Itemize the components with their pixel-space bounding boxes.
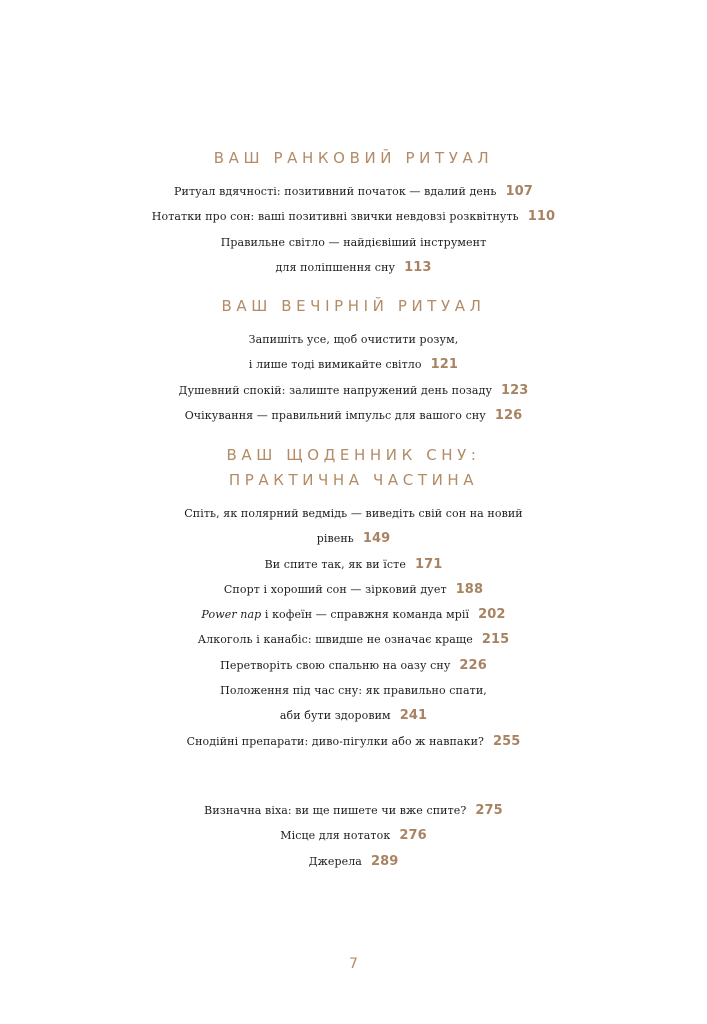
toc-entry[interactable] [0, 501, 707, 552]
toc-entry-title: Правильне світло — найдієвіший інструмент [220, 235, 487, 249]
toc-entry-line [0, 678, 707, 703]
toc-page-number: 255 [493, 733, 521, 749]
toc-page-number: 226 [459, 657, 487, 673]
toc-section [0, 443, 707, 754]
toc-entry-title: для поліпшення сну [275, 260, 396, 274]
section-heading: ВАШ РАНКОВИЙ РИТУАЛ [213, 149, 494, 167]
toc-page-number: 107 [505, 184, 533, 199]
toc-entry-line [0, 552, 707, 577]
toc-page-number: 241 [399, 708, 428, 724]
toc-entry-title: Очікування — правильний імпульс для вашого сну [184, 408, 486, 422]
section-heading: ПРАКТИЧНА ЧАСТИНА [228, 471, 479, 489]
toc-entry-line [0, 798, 707, 823]
toc-page-number: 276 [399, 828, 427, 844]
toc-entry-line [0, 729, 707, 754]
toc-entry[interactable] [0, 627, 707, 652]
toc-entry[interactable] [0, 577, 707, 602]
toc-entry[interactable] [0, 602, 707, 627]
toc-entry-title: Душевний спокій: залиште напружений день позаду [178, 383, 493, 397]
toc-entry-line [0, 204, 707, 229]
toc-entry[interactable] [0, 729, 707, 754]
toc-page-number: 110 [527, 209, 556, 225]
toc-entry-title: Алкоголь і канабіс: швидше не означає краще [197, 633, 473, 647]
toc-entry-title: Положення під час сну: як правильно спати, [220, 684, 487, 698]
toc-page-number: 188 [455, 581, 484, 597]
toc-entry-line [0, 653, 707, 678]
toc-entry-title: і лише тоді вимикайте світло [248, 358, 422, 372]
toc-page-number: 121 [430, 357, 459, 373]
toc-entry[interactable] [0, 230, 707, 281]
toc-section [0, 294, 707, 428]
toc-entry-title: Перетворіть свою спальню на оазу сну [220, 658, 451, 672]
toc-page-number: 126 [494, 407, 523, 423]
toc-page-number: 289 [370, 853, 399, 869]
toc-entry-title: і кофеїн — справжня команда мрії [261, 608, 470, 622]
toc-page-number: 149 [362, 531, 391, 547]
toc-entry-title: Ви спите так, як ви їсте [264, 557, 406, 571]
toc-page-number: 275 [475, 803, 503, 818]
toc-entry-line [0, 230, 707, 255]
toc-page-number: 215 [481, 632, 510, 648]
toc-entry[interactable] [0, 403, 707, 428]
toc-entry-title: Ритуал вдячності: позитивний початок — вдалий день [174, 185, 497, 198]
toc-entry-title: Джерела [308, 854, 362, 868]
toc-entry-line [0, 526, 707, 551]
toc-entry[interactable] [0, 798, 707, 823]
page-number: 7 [349, 956, 358, 972]
toc-entry-line [0, 255, 707, 280]
section-heading: ВАШ ВЕЧІРНІЙ РИТУАЛ [221, 297, 486, 315]
toc-section [0, 146, 707, 280]
toc-entry[interactable] [0, 327, 707, 378]
toc-entry-line [0, 577, 707, 602]
toc-entry[interactable] [0, 378, 707, 403]
toc-entry[interactable] [0, 849, 707, 874]
toc-entry-title: Снодійні препарати: диво-пігулки або ж навпаки? [186, 734, 484, 748]
toc-page-number: 123 [501, 382, 529, 398]
toc-entry-title: аби бути здоровим [279, 709, 391, 723]
toc-entry-line [0, 378, 707, 403]
toc-entry-line [0, 823, 707, 848]
toc-entry-title: Запишіть усе, щоб очистити розум, [248, 333, 459, 346]
toc-entry[interactable] [0, 653, 707, 678]
toc-entry-title: рівень [316, 532, 354, 546]
toc-entry[interactable] [0, 823, 707, 848]
toc-section [0, 798, 707, 874]
toc-entry-line [0, 849, 707, 874]
toc-entry-line [0, 602, 707, 627]
toc-entry-title: Спіть, як полярний ведмідь — виведіть свій сон на новий [184, 507, 523, 520]
toc-entry-title: Спорт і хороший сон — зірковий дует [223, 582, 447, 596]
toc-entry[interactable] [0, 204, 707, 229]
toc-entry-title: Визначна віха: ви ще пишете чи вже спите? [204, 804, 467, 817]
toc-entry-line [0, 352, 707, 377]
toc-entry[interactable] [0, 179, 707, 204]
toc-entry-line [0, 403, 707, 428]
toc-entry-line [0, 501, 707, 526]
toc-entry-line [0, 327, 707, 352]
toc-entry-line [0, 627, 707, 652]
toc-entry-italic: Power nap [201, 608, 262, 622]
toc-page-number: 113 [404, 259, 432, 275]
section-heading: ВАШ ЩОДЕННИК СНУ: [226, 446, 481, 464]
toc-page-number: 171 [414, 556, 443, 572]
toc-entry[interactable] [0, 678, 707, 729]
toc-page-number: 202 [478, 607, 506, 623]
toc-entry[interactable] [0, 552, 707, 577]
toc-entry-line [0, 179, 707, 204]
toc-entry-title: Місце для нотаток [280, 829, 391, 843]
toc-entry-line [0, 703, 707, 728]
toc-entry-title: Нотатки про сон: ваші позитивні звички невдовзі розквітнуть [151, 210, 519, 224]
